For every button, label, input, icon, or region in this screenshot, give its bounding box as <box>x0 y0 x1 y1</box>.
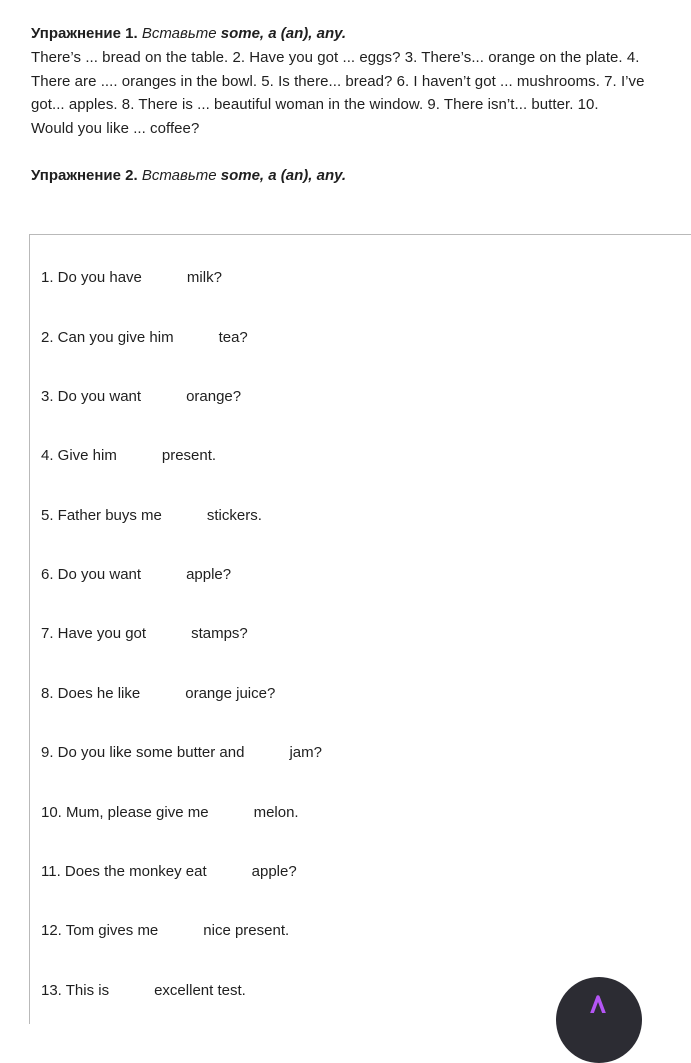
exercise-2-title-words: some, a (an), any. <box>220 167 347 184</box>
task-item <box>41 684 275 704</box>
task-item <box>41 328 248 348</box>
task-item-after: orange? <box>186 388 242 405</box>
task-item-before: 10. Mum, please give me <box>41 804 209 821</box>
exercise-2-title-bold: Упражнение 2. <box>31 167 138 184</box>
chevron-up-icon <box>590 993 606 1013</box>
task-item <box>41 506 262 526</box>
task-item-before: 1. Do you have <box>41 269 142 286</box>
task-item-before: 7. Have you got <box>41 625 147 642</box>
task-item-before: 11. Does the monkey eat <box>41 863 207 880</box>
task-item-before: 9. Do you like some butter and <box>41 744 245 761</box>
exercise-1-title <box>31 22 671 46</box>
task-item-before: 4. Give him <box>41 447 117 464</box>
exercise-2-task-box <box>29 234 691 1024</box>
exercise-2-title-italic: Вставьте <box>137 167 221 184</box>
task-item <box>41 862 297 882</box>
task-item-after: stamps? <box>191 625 248 642</box>
task-item-before: 8. Does he like <box>41 685 141 702</box>
exercise-1-line: There are .... oranges in the bowl. 5. Is there... bread? 6. I haven’t got ... mushrooms. 7. I’ve <box>31 72 645 90</box>
task-item-before: 6. Do you want <box>41 566 142 583</box>
task-item-after: tea? <box>218 329 248 346</box>
task-item-after: stickers. <box>206 507 262 524</box>
exercise-1-title-italic: Вставьте <box>137 25 221 42</box>
task-item <box>41 803 299 823</box>
exercise-1-title-bold: Упражнение 1. <box>31 25 138 42</box>
task-item-before: 12. Tom gives me <box>41 922 159 939</box>
exercise-1-line: got... apples. 8. There is ... beautiful woman in the window. 9. There isn’t... butter. 10. <box>31 96 599 113</box>
task-item-after: milk? <box>186 269 222 286</box>
task-item <box>41 743 322 763</box>
task-item <box>41 268 222 288</box>
task-item <box>41 624 248 644</box>
exercise-1 <box>31 22 671 140</box>
task-item <box>41 981 246 1001</box>
exercise-1-line: Would you like ... coffee? <box>31 119 200 137</box>
task-item-after: apple? <box>186 566 232 583</box>
task-item <box>41 387 241 407</box>
task-item <box>41 565 231 585</box>
task-item-after: nice present. <box>203 922 290 939</box>
task-item-after: present. <box>161 447 217 464</box>
exercise-1-title-words: some, a (an), any. <box>220 25 347 42</box>
task-item-before: 5. Father buys me <box>41 507 162 524</box>
task-item <box>41 446 216 466</box>
task-item-after: orange juice? <box>185 685 276 702</box>
exercise-1-text <box>31 46 671 140</box>
task-item-before: 13. This is <box>41 982 110 999</box>
task-item-after: apple? <box>251 863 297 880</box>
task-item-after: melon. <box>253 804 299 821</box>
exercise-2 <box>31 164 346 188</box>
task-item-before: 2. Can you give him <box>41 329 174 346</box>
task-item-before: 3. Do you want <box>41 388 142 405</box>
task-item <box>41 921 289 941</box>
task-item-after: jam? <box>289 744 322 761</box>
exercise-1-line: There’s ... bread on the table. 2. Have you got ... eggs? 3. There’s... orange on the plate. 4. <box>31 49 640 66</box>
scroll-up-button[interactable] <box>556 977 642 1063</box>
exercise-2-title <box>31 164 346 188</box>
task-item-after: excellent test. <box>154 982 246 999</box>
